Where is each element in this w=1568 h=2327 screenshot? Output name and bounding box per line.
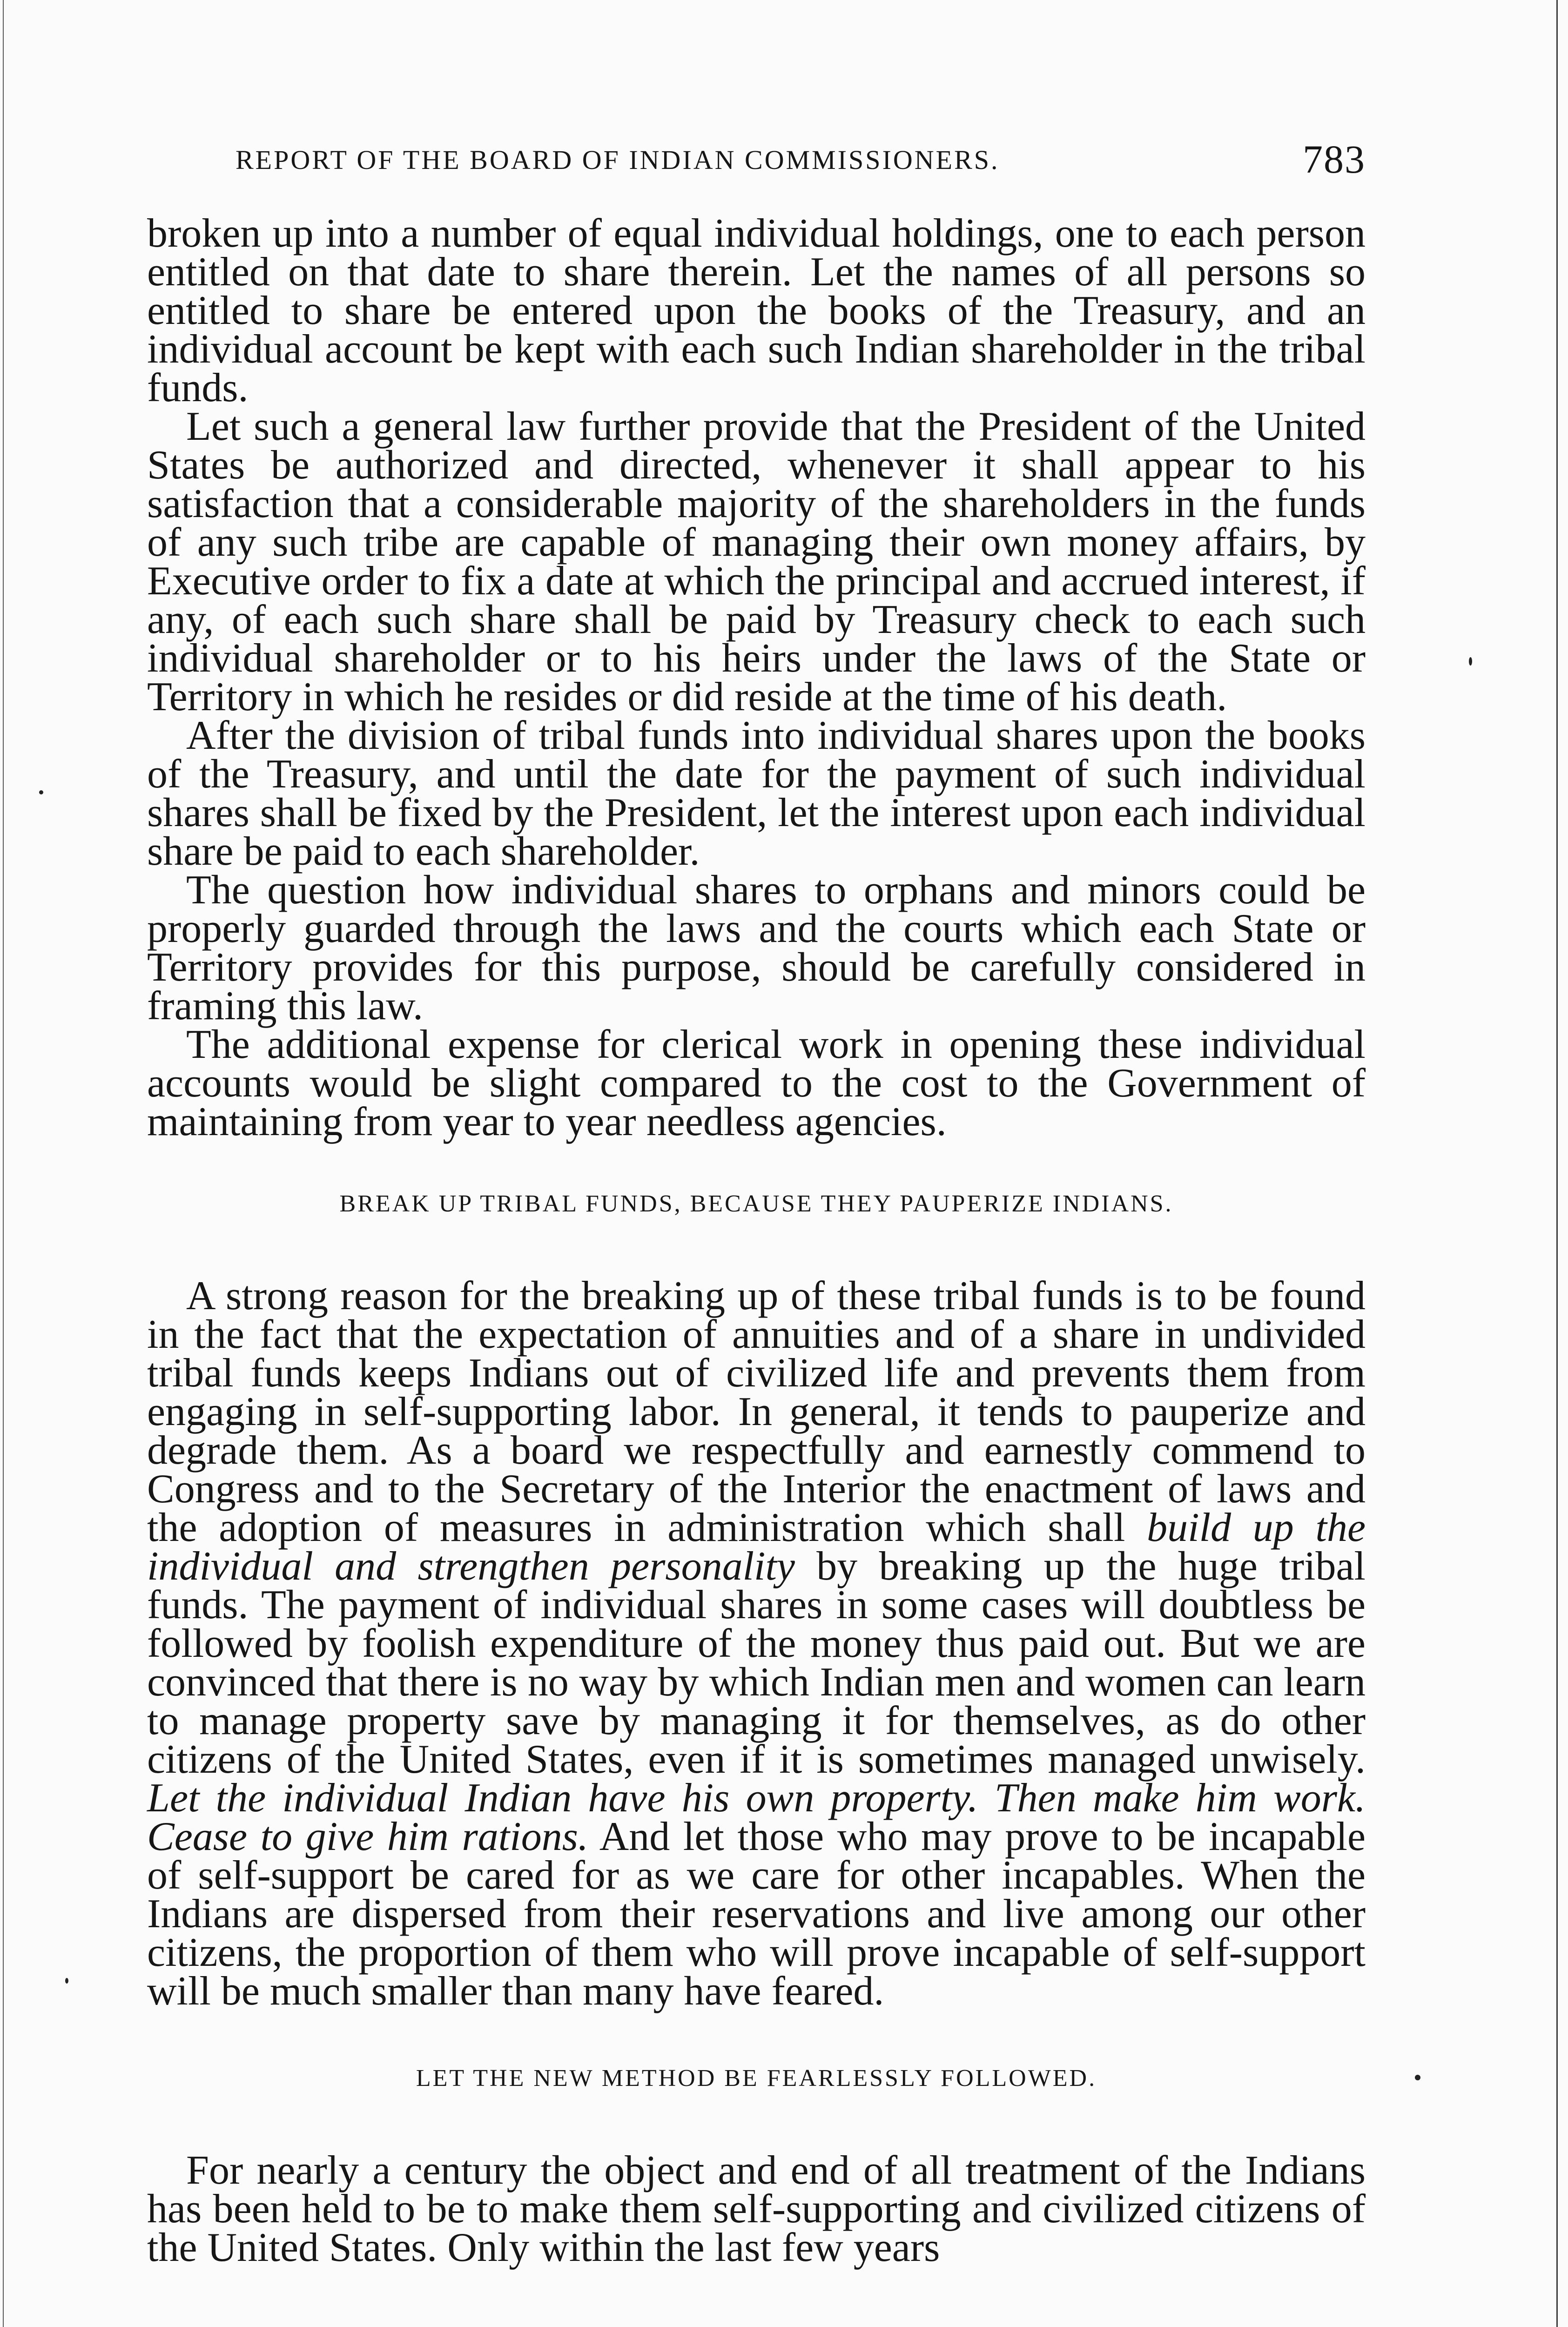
paragraph-division: After the division of tribal funds into individual shares upon the books of the Treasury, and until the date for the payment of such individual shares shall be fixed by the President, let the interest upon each individual share be paid to each shareholder.	[147, 713, 1366, 874]
paragraph-text-part: by breaking up the huge tribal funds. The payment of individual shares in some cases will doubtless be followed by foolish expenditure of the money thus paid out. But we are convinced that there is no way by which Indian men and women can learn to manage property save by managing it for themselves, as do other citizens of the United States, even if it is sometimes managed unwisely.	[147, 1544, 1366, 1782]
paragraph-text-part: And let those who may prove to be incapable of self-support be cared for as we care for other incapables. When the Indians are dispersed from their reservations and live among our other citizens, the proportion of them who will prove incapable of self-support will be much smaller than many have feared.	[147, 1814, 1366, 2014]
scan-edge-right	[1556, 0, 1558, 2327]
scan-speck	[1415, 2075, 1420, 2080]
italic-phrase: build up the individual and strengthen personality	[147, 1505, 1366, 1589]
page-number: 783	[1303, 137, 1366, 182]
paragraph-orphans: The question how individual shares to orphans and minors could be properly guarded through the laws and the courts which each State or Territory provides for this purpose, should be carefully considered in framing this law.	[147, 868, 1366, 1029]
page-header	[147, 137, 1366, 191]
body-text	[147, 211, 1366, 2270]
running-title: REPORT OF THE BOARD OF INDIAN COMMISSIONERS.	[236, 145, 1000, 175]
paragraph-nearly-century: For nearly a century the object and end of all treatment of the Indians has been held to be to make them self-supporting and civilized citizens of the United States. Only within the last few years	[147, 2148, 1366, 2270]
paragraph-strong-reason	[147, 1273, 1366, 2014]
scan-edge-left	[3, 0, 4, 2327]
scan-speck	[65, 1978, 68, 1984]
paragraph-continued: broken up into a number of equal individual holdings, one to each person entitled on that date to share therein. Let the names of all persons so entitled to share be entered upon the books of the Treasury, and an individual account be kept with each such Indian shareholder in the tribal funds.	[147, 211, 1366, 410]
paragraph-text-part: A strong reason for the breaking up of these tribal funds is to be found in the fact that the expectation of annuities and of a share in undivided tribal funds keeps Indians out of civilized life and prevents them from engaging in self-supporting labor. In general, it tends to pauperize and degrade them. As a board we respectfully and earnestly commend to Congress and to the Secretary of the Interior the enactment of laws and the adoption of measures in administration which shall	[147, 1273, 1366, 1550]
paragraph-general-law: Let such a general law further provide that the President of the United States be authorized and directed, whenever it shall appear to his satisfaction that a considerable majority of the shareholders in the funds of any such tribe are capable of managing their own money affairs, by Executive order to fix a date at which the principal and accrued interest, if any, of each such share shall be paid by Treasury check to each such individual shareholder or to his heirs under the laws of the State or Territory in which he resides or did reside at the time of his death.	[147, 404, 1366, 720]
scan-speck	[39, 790, 43, 794]
section-heading-new-method: LET THE NEW METHOD BE FEARLESSLY FOLLOWED.	[416, 2065, 1097, 2092]
scan-speck	[1469, 657, 1472, 666]
paragraph-expense: The additional expense for clerical work in opening these individual accounts would be slight compared to the cost to the Government of maintaining from year to year needless agencies.	[147, 1022, 1366, 1144]
italic-phrase: Let the individual Indian have his own property. Then make him work. Cease to give him rations.	[147, 1776, 1366, 1859]
section-heading-break-up: BREAK UP TRIBAL FUNDS, BECAUSE THEY PAUPERIZE INDIANS.	[339, 1190, 1173, 1217]
